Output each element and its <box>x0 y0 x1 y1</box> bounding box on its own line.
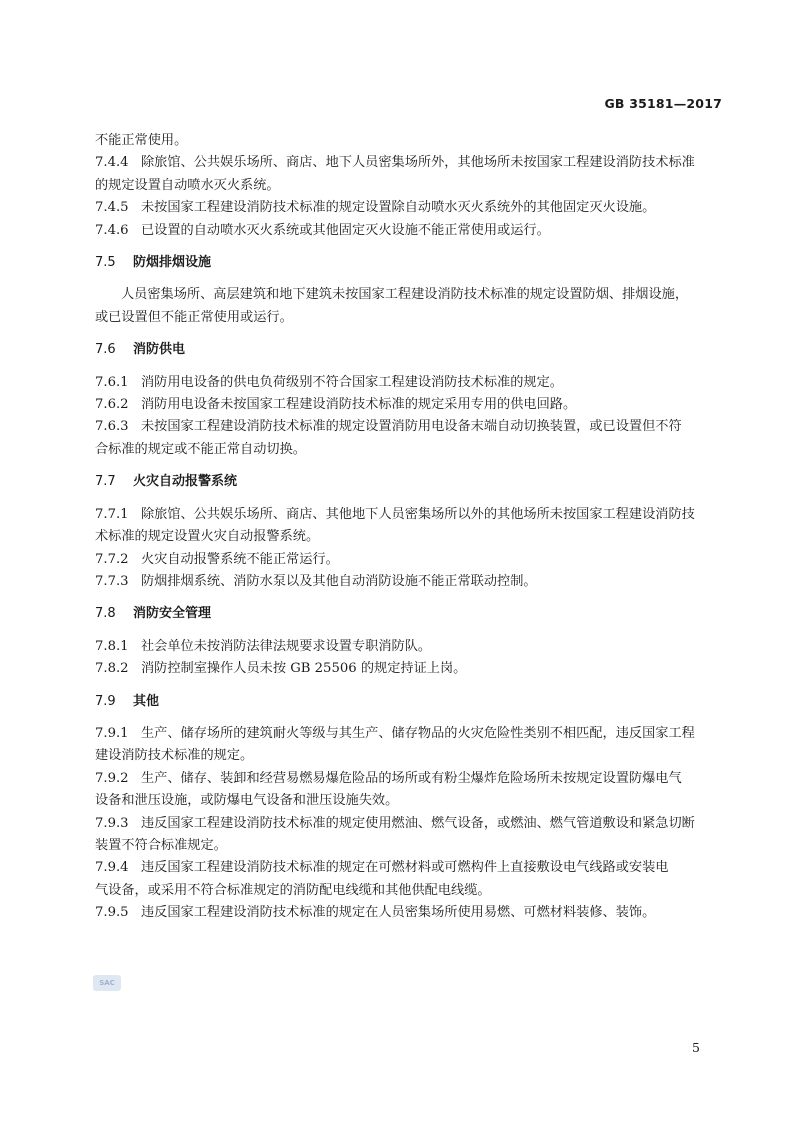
clause-number: 7.9.2 <box>95 770 129 786</box>
clause-7-6-3 <box>95 416 707 461</box>
section-number: 7.5 <box>95 255 116 271</box>
paragraph-line: 人员密集场所、高层建筑和地下建筑未按国家工程建设消防技术标准的规定设置防烟、排烟设施， <box>121 287 689 303</box>
clause-text: 消防控制室操作人员未按 GB 25506 的规定持证上岗。 <box>141 661 467 677</box>
section-title: 防烟排烟设施 <box>133 255 212 271</box>
clause-7-9-1 <box>95 723 707 768</box>
clause-text: 除旅馆、公共娱乐场所、商店、其他地下人员密集场所以外的其他场所未按国家工程建设消防技 <box>141 506 695 522</box>
section-title: 火灾自动报警系统 <box>133 474 238 490</box>
continuation-text: 不能正常使用。 <box>95 133 188 148</box>
clause-number: 7.7.3 <box>95 573 129 589</box>
clause-number: 7.9.4 <box>95 860 129 876</box>
clause-number: 7.9.5 <box>95 905 129 921</box>
clause-text: 装置不符合标准规定。 <box>95 837 227 853</box>
section-number: 7.6 <box>95 342 116 358</box>
clause-7-7-3 <box>95 571 707 593</box>
standard-code: GB 35181—2017 <box>604 96 722 111</box>
clause-7-9-2 <box>95 768 707 813</box>
clause-text: 生产、储存场所的建筑耐火等级与其生产、储存物品的火灾危险性类别不相匹配，违反国家工程 <box>141 725 695 741</box>
clause-text: 消防用电设备的供电负荷级别不符合国家工程建设消防技术标准的规定。 <box>141 374 563 390</box>
section-heading-7-9 <box>95 691 707 713</box>
clause-text: 火灾自动报警系统不能正常运行。 <box>141 551 339 567</box>
clause-text: 设备和泄压设施，或防爆电气设备和泄压设施失效。 <box>95 793 399 809</box>
section-title: 消防安全管理 <box>133 606 212 622</box>
clause-number: 7.6.3 <box>95 419 129 435</box>
clause-number: 7.4.5 <box>95 200 129 216</box>
clause-text: 违反国家工程建设消防技术标准的规定在人员密集场所使用易燃、可燃材料装修、装饰。 <box>141 905 656 921</box>
clause-number: 7.4.6 <box>95 222 129 238</box>
section-heading-7-8 <box>95 603 707 625</box>
clause-7-4-4 <box>95 152 707 197</box>
section-number: 7.8 <box>95 606 116 622</box>
clause-number: 7.8.1 <box>95 638 129 654</box>
section-heading-7-6 <box>95 339 707 361</box>
section-title: 消防供电 <box>133 342 186 358</box>
clause-7-9-5 <box>95 902 707 924</box>
clause-text: 违反国家工程建设消防技术标准的规定使用燃油、燃气设备，或燃油、燃气管道敷设和紧急切断 <box>141 815 695 831</box>
clause-text: 气设备，或采用不符合标准规定的消防配电线缆和其他供配电线缆。 <box>95 882 491 898</box>
clause-number: 7.7.1 <box>95 506 129 522</box>
clause-text: 除旅馆、公共娱乐场所、商店、地下人员密集场所外，其他场所未按国家工程建设消防技术标准 <box>141 155 695 171</box>
clause-7-7-1 <box>95 504 707 549</box>
section-heading-7-7 <box>95 471 707 493</box>
clause-number: 7.8.2 <box>95 661 129 677</box>
clause-7-6-2 <box>95 394 707 416</box>
clause-7-8-2 <box>95 658 707 680</box>
clause-7-6-1 <box>95 372 707 394</box>
section-7-5-paragraph <box>95 284 707 329</box>
section-number: 7.7 <box>95 474 116 490</box>
section-number: 7.9 <box>95 693 116 709</box>
clause-7-4-5 <box>95 197 707 219</box>
clause-number: 7.9.3 <box>95 815 129 831</box>
page-content <box>95 130 707 925</box>
clause-7-9-4 <box>95 857 707 902</box>
clause-text: 未按国家工程建设消防技术标准的规定设置消防用电设备末端自动切换装置，或已设置但不符 <box>141 419 682 435</box>
clause-text: 违反国家工程建设消防技术标准的规定在可燃材料或可燃构件上直接敷设电气线路或安装电 <box>141 860 669 876</box>
clause-number: 7.4.4 <box>95 155 129 171</box>
clause-number: 7.7.2 <box>95 551 129 567</box>
clause-text: 合标准的规定或不能正常自动切换。 <box>95 441 306 457</box>
clause-text: 已设置的自动喷水灭火系统或其他固定灭火设施不能正常使用或运行。 <box>141 222 550 238</box>
clause-text: 建设消防技术标准的规定。 <box>95 748 254 764</box>
clause-7-8-1 <box>95 636 707 658</box>
clause-text: 生产、储存、装卸和经营易燃易爆危险品的场所或有粉尘爆炸危险场所未按规定设置防爆电气 <box>141 770 682 786</box>
clause-number: 7.6.1 <box>95 374 129 390</box>
clause-7-9-3 <box>95 813 707 858</box>
clause-text: 未按国家工程建设消防技术标准的规定设置除自动喷水灭火系统外的其他固定灭火设施。 <box>141 200 656 216</box>
clause-text: 防烟排烟系统、消防水泵以及其他自动消防设施不能正常联动控制。 <box>141 573 537 589</box>
clause-text: 社会单位未按消防法律法规要求设置专职消防队。 <box>141 638 432 654</box>
clause-7-7-2 <box>95 549 707 571</box>
paragraph-line: 或已设置但不能正常使用或运行。 <box>95 309 293 325</box>
clause-text: 消防用电设备未按国家工程建设消防技术标准的规定采用专用的供电回路。 <box>141 397 577 413</box>
clause-7-4-6 <box>95 220 707 242</box>
section-heading-7-5 <box>95 252 707 274</box>
clause-text: 的规定设置自动喷水灭火系统。 <box>95 177 280 193</box>
clause-text: 术标准的规定设置火灾自动报警系统。 <box>95 529 320 545</box>
sac-logo: SAC <box>93 975 121 991</box>
clause-number: 7.9.1 <box>95 725 129 741</box>
section-title: 其他 <box>133 693 160 709</box>
page-number: 5 <box>692 1040 700 1055</box>
clause-number: 7.6.2 <box>95 397 129 413</box>
